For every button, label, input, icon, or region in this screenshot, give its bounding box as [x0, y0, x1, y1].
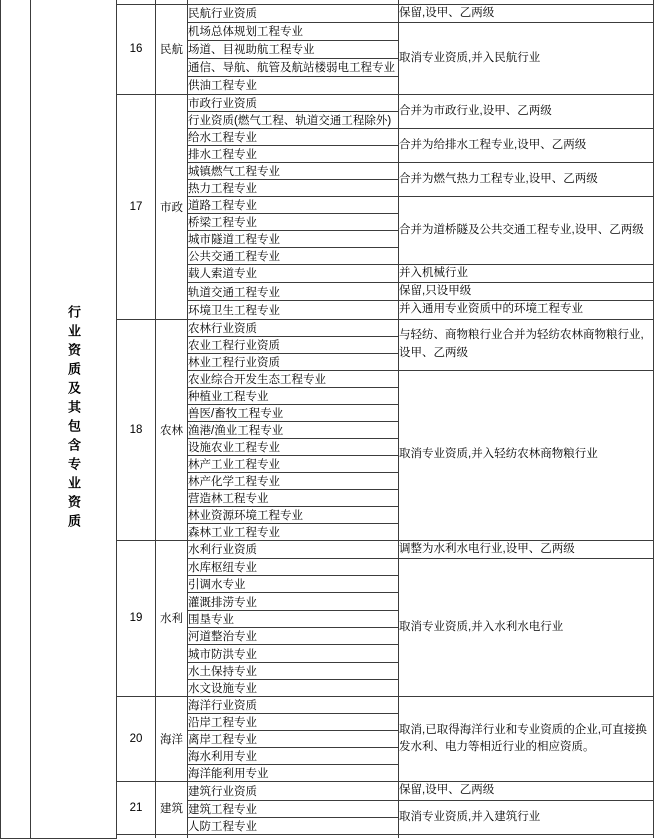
qualification-cell-partial [188, 834, 399, 838]
qualification-cell: 桥梁工程专业 [188, 213, 399, 230]
qualification-cell: 林业资源环境工程专业 [188, 506, 399, 523]
qualification-cell: 沿岸工程专业 [188, 714, 399, 731]
qualification-cell: 林业工程行业资质 [188, 353, 399, 370]
qualification-cell: 农业工程行业资质 [188, 336, 399, 353]
disposition-cell: 取消专业资质,并入轻纺农林商物粮行业 [399, 370, 654, 540]
qualification-cell: 城市防洪专业 [188, 645, 399, 662]
industry-cell: 农林 [156, 319, 188, 540]
row-number-cell: 16 [117, 4, 156, 94]
industry-cell: 民航 [156, 4, 188, 94]
disposition-cell: 取消专业资质,并入民航行业 [399, 22, 654, 94]
disposition-cell: 与轻纺、商物粮行业合并为轻纺农林商物粮行业,设甲、乙两级 [399, 319, 654, 370]
disposition-cell: 并入通用专业资质中的环境工程专业 [399, 301, 654, 319]
disposition-cell: 保留,只设甲级 [399, 283, 654, 301]
qualification-cell: 公共交通工程专业 [188, 247, 399, 264]
qualification-cell: 轨道交通工程专业 [188, 283, 399, 301]
disposition-cell: 取消专业资质,并入建筑行业 [399, 800, 654, 834]
left-margin-column [1, 0, 31, 838]
qualification-cell: 林产工业工程专业 [188, 455, 399, 472]
qualification-cell: 水利行业资质 [188, 540, 399, 558]
qualification-cell: 通信、导航、航管及航站楼弱电工程专业 [188, 58, 399, 76]
qualification-cell: 河道整治专业 [188, 628, 399, 645]
qualification-cell: 供油工程专业 [188, 76, 399, 94]
vertical-header: 行业资质及其包含专业资质 [66, 304, 81, 533]
industry-cell: 海洋 [156, 697, 188, 782]
qualification-cell: 建筑行业资质 [188, 782, 399, 800]
qualification-cell: 离岸工程专业 [188, 731, 399, 748]
qualification-cell: 建筑工程专业 [188, 800, 399, 817]
qualification-cell: 水文设施专业 [188, 680, 399, 697]
qualification-cell: 渔港/渔业工程专业 [188, 421, 399, 438]
qualification-cell: 场道、目视助航工程专业 [188, 40, 399, 58]
disposition-cell: 并入机械行业 [399, 264, 654, 282]
industry-cell: 建筑 [156, 782, 188, 834]
qualification-cell: 兽医/畜牧工程专业 [188, 404, 399, 421]
disposition-cell: 取消专业资质,并入水利水电行业 [399, 558, 654, 697]
disposition-cell: 合并为燃气热力工程专业,设甲、乙两级 [399, 162, 654, 196]
qualification-cell: 环境卫生工程专业 [188, 301, 399, 319]
qualification-cell: 行业资质(燃气工程、轨道交通工程除外) [188, 111, 399, 128]
qualification-cell: 海水利用专业 [188, 748, 399, 765]
qualification-cell: 围垦专业 [188, 610, 399, 627]
disposition-cell: 合并为道桥隧及公共交通工程专业,设甲、乙两级 [399, 196, 654, 264]
qualification-cell: 给水工程专业 [188, 128, 399, 145]
row-number-cell-partial [117, 834, 156, 838]
qualification-cell: 森林工业工程专业 [188, 523, 399, 540]
vertical-header-cell [31, 0, 117, 838]
industry-cell-partial [156, 834, 188, 838]
disposition-cell: 调整为水利水电行业,设甲、乙两级 [399, 540, 654, 558]
qualification-cell: 市政行业资质 [188, 94, 399, 111]
disposition-cell: 取消,已取得海洋行业和专业资质的企业,可直接换发水利、电力等相近行业的相应资质。 [399, 697, 654, 782]
qualification-cell: 引调水专业 [188, 576, 399, 593]
qualification-cell: 民航行业资质 [188, 4, 399, 22]
industry-cell: 市政 [156, 94, 188, 319]
qualification-cell: 林产化学工程专业 [188, 472, 399, 489]
qualification-cell: 海洋行业资质 [188, 697, 399, 714]
qualification-cell: 热力工程专业 [188, 179, 399, 196]
qualification-cell: 种植业工程专业 [188, 387, 399, 404]
qualification-cell: 水库枢纽专业 [188, 558, 399, 575]
qualification-cell: 载人索道专业 [188, 264, 399, 282]
qualification-cell: 水土保持专业 [188, 662, 399, 679]
qualification-cell: 道路工程专业 [188, 196, 399, 213]
qualification-cell: 人防工程专业 [188, 817, 399, 834]
qualification-cell: 海洋能利用专业 [188, 765, 399, 782]
qualification-cell: 营造林工程专业 [188, 489, 399, 506]
qualification-cell: 农林行业资质 [188, 319, 399, 336]
disposition-cell: 合并为市政行业,设甲、乙两级 [399, 94, 654, 128]
industry-cell: 水利 [156, 540, 188, 697]
qualification-cell: 排水工程专业 [188, 145, 399, 162]
disposition-cell-partial [399, 834, 654, 838]
qualification-cell: 农业综合开发生态工程专业 [188, 370, 399, 387]
row-number-cell: 18 [117, 319, 156, 540]
qualification-cell: 灌溉排涝专业 [188, 593, 399, 610]
qualification-cell: 城市隧道工程专业 [188, 230, 399, 247]
row-number-cell: 17 [117, 94, 156, 319]
row-number-cell: 20 [117, 697, 156, 782]
row-number-cell: 21 [117, 782, 156, 834]
disposition-cell: 保留,设甲、乙两级 [399, 782, 654, 800]
qualification-cell: 城镇燃气工程专业 [188, 162, 399, 179]
qualification-cell: 机场总体规划工程专业 [188, 22, 399, 40]
disposition-cell: 合并为给排水工程专业,设甲、乙两级 [399, 128, 654, 162]
qualification-cell: 设施农业工程专业 [188, 438, 399, 455]
disposition-cell: 保留,设甲、乙两级 [399, 4, 654, 22]
row-number-cell: 19 [117, 540, 156, 697]
